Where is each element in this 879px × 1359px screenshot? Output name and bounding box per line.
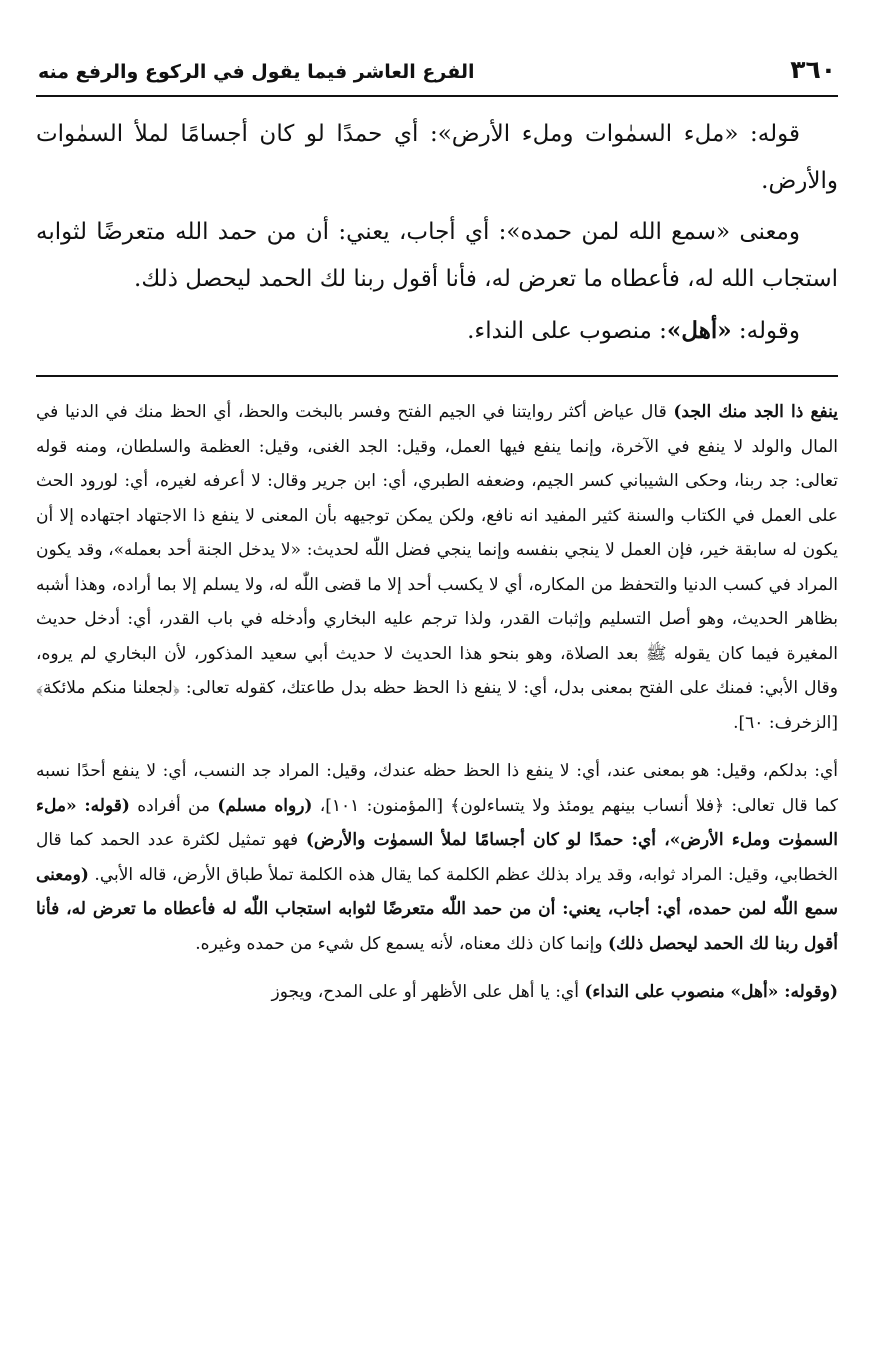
commentary-bold-fragment: (رواه مسلم) [217,795,313,816]
commentary-fragment: قال عياض أكثر روايتنا في الجيم الفتح وفسر بالبخت والحظ، أي الحظ منك في الدنيا في المال والولد لا ينفع في الآخرة، وإنما ينفع فيها العمل، وقيل: الجد الغنى، وقيل: العظمة والسلطان، ومنه قوله تعالى: جد ربنا، وحكى الشيباني كسر الجيم، وضعفه الطبري، أي: ابن جرير وقال: لا أعرفه لغيره، أي: لورود الحث على العمل في الكتاب والسنة كثير المفيد انه نافع، ولكن يمكن توجيهه بأن المعنى لا ينفع ذا الاجتهاد اجتهاده إلا أن يكون له سابقة خير، فإن العمل لا ينجي بنفسه وإنما ينجي فضل اللّٰه لحديث: «لا يدخل الجنة أحد بعمله»، وقد يكون المراد في كسب الدنيا والتحفظ من المكاره، أي لا يكسب أحد إلا ما قضى اللّٰه له، ولا يسلم إلا بما أراده، وهذا أشبه بظاهر الحديث، وهو أصل التسليم وإثبات القدر، ولذا ترجم عليه البخاري وأدخله في باب القدر، أي: أدخل حديث المغيرة فيما كان يقوله ﷺ بعد الصلاة، وهو بنحو هذا الحديث لا حديث أبي سعيد المذكور، لأن البخاري لم يروه، وقال الأبي: فمنك على الفتح بمعنى بدل، أي: لا ينفع ذا الحظ حظه بدل طاعتك، كقوله تعالى: ﴿لجعلنا منكم ملائكة﴾ [الزخرف: ٦٠]. [36,402,838,733]
commentary-bold-fragment: ينفع ذا الجد منك الجد) [673,402,838,422]
page-number: ٣٦٠ [790,55,836,84]
commentary-paragraph [36,395,838,740]
main-text [36,111,838,355]
commentary-fragment: أي: يا أهل على الأظهر أو على المدح، ويجوز [271,982,585,1002]
commentary-fragment: من أفراده [129,795,218,816]
main-paragraph: قوله: «ملء السمٰوات وملء الأرض»: أي حمدًا لو كان أجسامًا لملأ السمٰوات والأرض. [36,121,838,194]
main-text-bold-fragment: «أهل» [666,317,732,344]
commentary-bold-fragment: (وقوله: «أهل» منصوب على النداء) [584,982,838,1002]
main-text-fragment: وقوله: [731,318,800,344]
commentary-bold-fragment: (قوله: «ملء السموٰت وملء الأرض»، أي: حمدًا لو كان أجسامًا لملأ السموٰت والأرض) [36,795,838,850]
commentary-paragraph [36,975,838,1010]
commentary [36,395,838,1010]
section-divider [36,375,838,377]
chapter-title: الفرع العاشر فيما يقول في الركوع والرفع منه [38,61,475,83]
commentary-bold-fragment: (ومعنى سمع اللّٰه لمن حمده، أي: أجاب، يعني: أن من حمد اللّٰه متعرضًا لثوابه استجاب اللّٰه له فأعطاه ما تعرض له، فأنا أقول ربنا لك الحمد ليحصل ذلك) [36,864,838,954]
book-page [36,55,838,1024]
commentary-fragment: أي: بدلكم، وقيل: هو بمعنى عند، أي: لا ينفع ذا الحظ حظه عندك، وقيل: المراد جد النسب، أي: لا ينفع أحدًا نسبه كما قال تعالى: ﴿فلا أنساب بينهم يومئذ ولا يتساءلون﴾ [المؤمنون: ١٠١]، [36,761,838,816]
main-paragraph [36,307,838,355]
running-header [36,55,838,97]
commentary-fragment: فهو تمثيل لكثرة عدد الحمد كما قال الخطابي، وقيل: المراد ثوابه، وقد يراد بذلك عظم الكلمة كما يقال هذه الكلمة تملأ طباق الأرض، قاله الأبي. [36,830,838,885]
main-text-fragment: : منصوب على النداء. [467,318,667,344]
commentary-fragment: وإنما كان ذلك معناه، لأنه يسمع كل شيء من حمده وغيره. [195,933,609,954]
commentary-paragraph [36,754,838,961]
main-paragraph: ومعنى «سمع الله لمن حمده»: أي أجاب، يعني: أن من حمد الله متعرضًا لثوابه استجاب الله له، فأعطاه ما تعرض له، فأنا أقول ربنا لك الحمد ليحصل ذلك. [36,219,838,292]
